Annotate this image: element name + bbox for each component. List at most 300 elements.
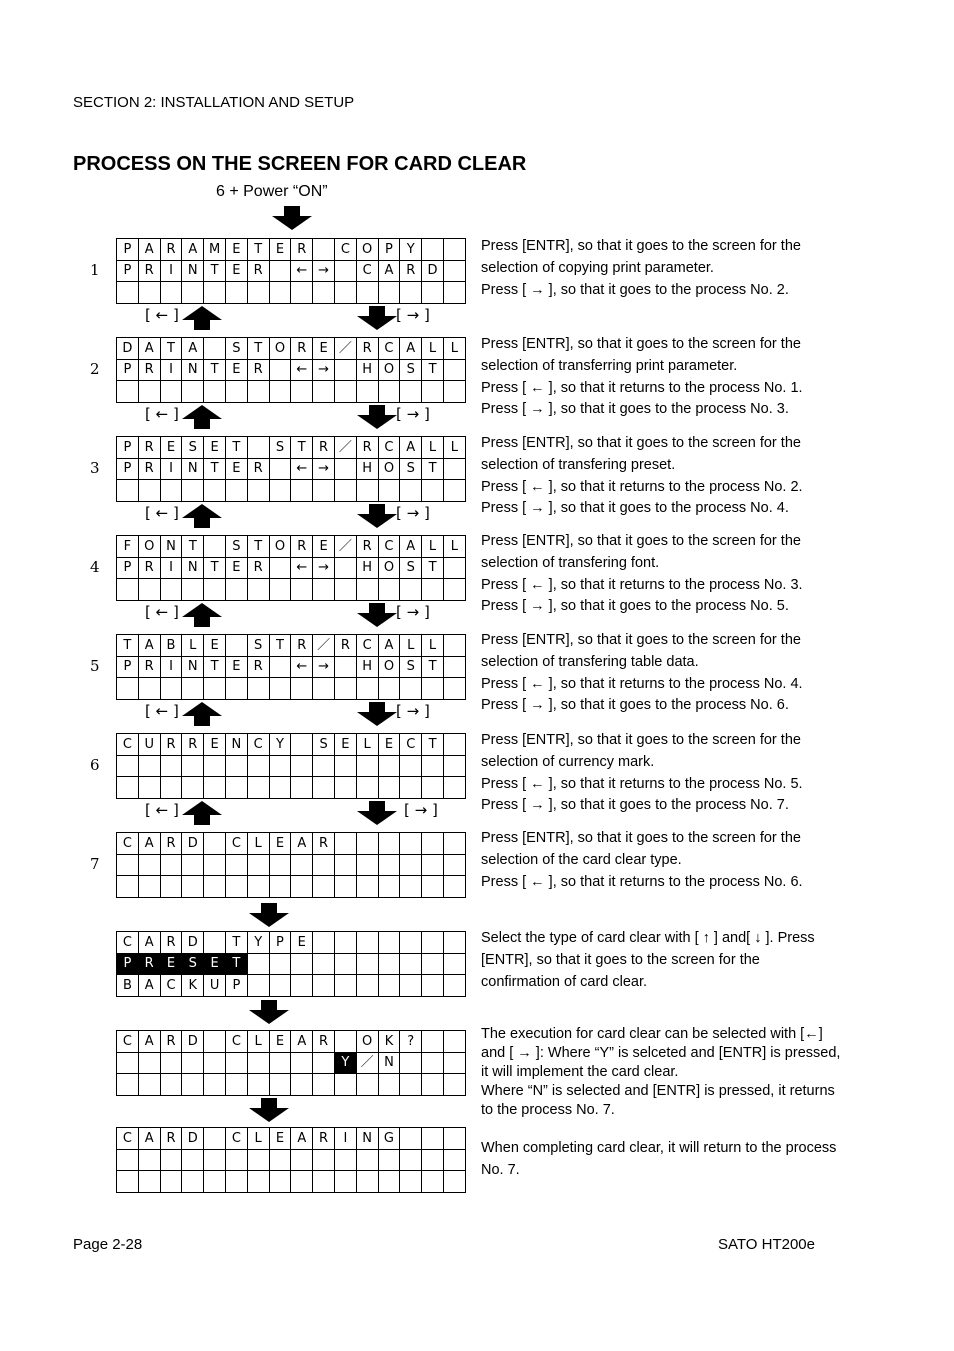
lcd-cell: C xyxy=(248,734,270,756)
lcd-cell: E xyxy=(335,734,357,756)
lcd-cell xyxy=(422,777,444,799)
lcd-cell: E xyxy=(291,932,313,954)
lcd-cell: N xyxy=(182,261,204,283)
lcd-cell xyxy=(379,756,401,778)
lcd-cell xyxy=(400,381,422,403)
lcd-cell xyxy=(444,833,466,855)
lcd-cell: F xyxy=(117,536,139,558)
lcd-cell: C xyxy=(117,1128,139,1150)
lcd-cell xyxy=(400,1150,422,1172)
lcd-cell xyxy=(226,876,248,898)
lcd-screen xyxy=(116,238,466,304)
lcd-cell: P xyxy=(117,558,139,580)
lcd-cell: L xyxy=(444,536,466,558)
lcd-cell xyxy=(313,678,335,700)
description-line: The execution for card clear can be selected with [←] and [ → ]: Where “Y” is selceted and [ENTR] is pressed, it will implement the card clear. xyxy=(481,1026,841,1080)
description-line: Press [ → ], so that it goes to the process No. 4. xyxy=(481,500,789,517)
lcd-cell xyxy=(379,1150,401,1172)
lcd-cell: A xyxy=(139,975,161,997)
lcd-cell: R xyxy=(161,734,183,756)
process-number: 1 xyxy=(90,261,100,279)
lcd-cell xyxy=(357,876,379,898)
lcd-cell xyxy=(204,536,226,558)
lcd-cell xyxy=(357,282,379,304)
lcd-cell xyxy=(400,777,422,799)
lcd-cell xyxy=(270,855,292,877)
lcd-cell xyxy=(379,381,401,403)
lcd-cell xyxy=(117,1150,139,1172)
lcd-cell: L xyxy=(248,833,270,855)
lcd-cell: R xyxy=(161,1128,183,1150)
description-line: Press [ ← ], so that it returns to the process No. 5. xyxy=(481,775,803,792)
lcd-cell xyxy=(204,833,226,855)
lcd-cell xyxy=(357,833,379,855)
lcd-cell xyxy=(204,338,226,360)
lcd-cell xyxy=(400,954,422,976)
lcd-cell xyxy=(444,932,466,954)
description-line: Press [ → ], so that it goes to the process No. 3. xyxy=(481,401,789,418)
lcd-cell xyxy=(444,381,466,403)
lcd-cell: I xyxy=(161,261,183,283)
lcd-cell: R xyxy=(139,437,161,459)
lcd-cell: N xyxy=(182,657,204,679)
lcd-cell xyxy=(422,480,444,502)
lcd-cell xyxy=(335,579,357,601)
lcd-cell xyxy=(117,579,139,601)
lcd-cell xyxy=(379,1171,401,1193)
lcd-cell: T xyxy=(422,459,444,481)
lcd-cell: S xyxy=(248,635,270,657)
lcd-cell xyxy=(161,579,183,601)
lcd-cell xyxy=(400,1053,422,1075)
lcd-cell xyxy=(182,1171,204,1193)
process-description xyxy=(481,334,841,421)
lcd-cell: C xyxy=(117,932,139,954)
lcd-cell xyxy=(182,282,204,304)
lcd-cell: E xyxy=(226,239,248,261)
lcd-cell: Y xyxy=(400,239,422,261)
lcd-cell xyxy=(161,855,183,877)
lcd-cell xyxy=(444,1053,466,1075)
lcd-cell xyxy=(204,876,226,898)
lcd-cell xyxy=(335,855,357,877)
lcd-cell: E xyxy=(270,1031,292,1053)
lcd-cell xyxy=(335,282,357,304)
lcd-cell xyxy=(161,756,183,778)
lcd-cell xyxy=(444,261,466,283)
lcd-cell xyxy=(422,678,444,700)
lcd-cell: S xyxy=(226,338,248,360)
lcd-cell xyxy=(291,480,313,502)
lcd-cell: R xyxy=(161,1031,183,1053)
lcd-cell xyxy=(357,579,379,601)
process-number: 5 xyxy=(90,657,100,675)
down-arrow-icon xyxy=(355,306,399,330)
lcd-cell: O xyxy=(357,1031,379,1053)
lcd-cell xyxy=(291,734,313,756)
lcd-cell xyxy=(291,1053,313,1075)
description-line: Press [ ← ], so that it returns to the process No. 4. xyxy=(481,675,803,692)
lcd-cell xyxy=(291,678,313,700)
lcd-cell: A xyxy=(139,932,161,954)
process-number: 2 xyxy=(90,360,100,378)
lcd-cell: D xyxy=(117,338,139,360)
lcd-cell xyxy=(161,282,183,304)
lcd-cell: O xyxy=(270,536,292,558)
lcd-cell xyxy=(270,756,292,778)
description-line: Press [ → ], so that it goes to the process No. 5. xyxy=(481,598,789,615)
lcd-cell xyxy=(117,756,139,778)
lcd-cell xyxy=(204,756,226,778)
up-arrow-icon xyxy=(180,405,224,429)
lcd-cell xyxy=(444,777,466,799)
lcd-cell: → xyxy=(313,360,335,382)
lcd-cell xyxy=(291,756,313,778)
description-line: Press [ ← ], so that it returns to the process No. 3. xyxy=(481,576,803,593)
lcd-cell: E xyxy=(204,734,226,756)
lcd-cell: R xyxy=(139,657,161,679)
lcd-cell xyxy=(291,1074,313,1096)
lcd-cell xyxy=(204,1171,226,1193)
lcd-cell: ← xyxy=(291,558,313,580)
lcd-cell xyxy=(248,1150,270,1172)
lcd-cell xyxy=(204,282,226,304)
lcd-cell xyxy=(444,975,466,997)
lcd-cell xyxy=(270,579,292,601)
down-arrow-icon xyxy=(270,206,314,230)
lcd-cell xyxy=(270,678,292,700)
lcd-cell xyxy=(139,1053,161,1075)
lcd-cell xyxy=(400,833,422,855)
lcd-cell xyxy=(117,381,139,403)
lcd-cell xyxy=(444,1128,466,1150)
lcd-cell: R xyxy=(161,239,183,261)
lcd-cell: R xyxy=(161,932,183,954)
lcd-cell xyxy=(226,282,248,304)
lcd-cell: T xyxy=(161,338,183,360)
lcd-cell xyxy=(444,459,466,481)
lcd-cell xyxy=(444,282,466,304)
description-line: When completing card clear, it will return to the process No. 7. xyxy=(481,1140,837,1178)
lcd-cell xyxy=(270,480,292,502)
lcd-cell: D xyxy=(182,833,204,855)
lcd-cell: T xyxy=(248,239,270,261)
lcd-cell xyxy=(335,678,357,700)
key-left-label: [ ← ] xyxy=(145,801,179,819)
lcd-cell: T xyxy=(291,437,313,459)
lcd-cell xyxy=(291,1171,313,1193)
lcd-cell: O xyxy=(270,338,292,360)
lcd-cell xyxy=(117,480,139,502)
lcd-cell xyxy=(313,855,335,877)
lcd-cell xyxy=(444,756,466,778)
lcd-cell xyxy=(204,777,226,799)
down-arrow-icon xyxy=(247,1000,291,1024)
lcd-cell xyxy=(204,1128,226,1150)
lcd-cell xyxy=(313,1171,335,1193)
lcd-cell xyxy=(335,657,357,679)
lcd-cell: L xyxy=(400,635,422,657)
lcd-cell xyxy=(117,777,139,799)
lcd-cell xyxy=(226,579,248,601)
lcd-cell: R xyxy=(291,536,313,558)
up-arrow-icon xyxy=(180,504,224,528)
lcd-cell xyxy=(139,1074,161,1096)
lcd-cell xyxy=(335,360,357,382)
lcd-cell xyxy=(357,932,379,954)
lcd-cell xyxy=(444,734,466,756)
down-arrow-icon xyxy=(355,504,399,528)
lcd-cell: A xyxy=(139,338,161,360)
lcd-cell xyxy=(400,876,422,898)
lcd-cell xyxy=(379,876,401,898)
lcd-cell: E xyxy=(270,239,292,261)
key-left-label: [ ← ] xyxy=(145,504,179,522)
lcd-cell xyxy=(313,932,335,954)
key-left-label: [ ← ] xyxy=(145,405,179,423)
lcd-cell xyxy=(204,1053,226,1075)
lcd-cell xyxy=(379,777,401,799)
lcd-cell: B xyxy=(161,635,183,657)
lcd-cell xyxy=(182,876,204,898)
lcd-cell: E xyxy=(226,558,248,580)
lcd-cell: N xyxy=(379,1053,401,1075)
lcd-cell: I xyxy=(161,657,183,679)
lcd-cell: A xyxy=(139,833,161,855)
lcd-cell xyxy=(248,579,270,601)
lcd-cell: H xyxy=(357,558,379,580)
lcd-cell: T xyxy=(226,437,248,459)
lcd-cell: R xyxy=(335,635,357,657)
lcd-cell xyxy=(357,975,379,997)
lcd-cell: I xyxy=(161,558,183,580)
lcd-cell: R xyxy=(291,338,313,360)
lcd-cell xyxy=(422,239,444,261)
description-line: Press [ → ], so that it goes to the process No. 6. xyxy=(481,697,789,714)
lcd-cell xyxy=(248,381,270,403)
lcd-cell xyxy=(291,855,313,877)
lcd-cell xyxy=(335,1150,357,1172)
lcd-cell xyxy=(444,239,466,261)
lcd-cell xyxy=(422,954,444,976)
lcd-cell xyxy=(226,1150,248,1172)
lcd-cell: C xyxy=(379,437,401,459)
lcd-cell: R xyxy=(313,437,335,459)
lcd-cell xyxy=(270,282,292,304)
lcd-cell xyxy=(139,1150,161,1172)
lcd-screen xyxy=(116,733,466,799)
lcd-cell xyxy=(335,480,357,502)
lcd-cell xyxy=(248,480,270,502)
lcd-cell: D xyxy=(182,1128,204,1150)
lcd-cell xyxy=(270,360,292,382)
lcd-cell: A xyxy=(139,239,161,261)
lcd-cell xyxy=(117,876,139,898)
lcd-cell: Y xyxy=(335,1053,357,1075)
lcd-cell xyxy=(204,579,226,601)
process-description xyxy=(481,828,841,893)
lcd-cell xyxy=(422,381,444,403)
lcd-cell xyxy=(335,381,357,403)
lcd-cell xyxy=(270,1074,292,1096)
lcd-cell xyxy=(117,678,139,700)
lcd-cell xyxy=(270,261,292,283)
lcd-cell xyxy=(270,657,292,679)
lcd-cell: ／ xyxy=(357,1053,379,1075)
lcd-cell: D xyxy=(422,261,444,283)
lcd-cell xyxy=(357,1171,379,1193)
lcd-cell: E xyxy=(161,954,183,976)
lcd-cell xyxy=(422,855,444,877)
description-line: Select the type of card clear with [ ↑ ] and[ ↓ ]. Press [ENTR], so that it goes to the screen for the confirmation of card clear. xyxy=(481,930,815,990)
lcd-cell: L xyxy=(357,734,379,756)
lcd-cell: K xyxy=(182,975,204,997)
lcd-cell xyxy=(313,381,335,403)
lcd-cell: R xyxy=(313,1031,335,1053)
lcd-cell xyxy=(139,579,161,601)
lcd-cell: T xyxy=(422,558,444,580)
lcd-cell xyxy=(270,381,292,403)
lcd-screen xyxy=(116,832,466,898)
lcd-cell: M xyxy=(204,239,226,261)
lcd-cell xyxy=(204,678,226,700)
lcd-cell: R xyxy=(400,261,422,283)
description-line: Press [ENTR], so that it goes to the screen for the selection of copying print parameter. xyxy=(481,238,801,276)
lcd-cell: T xyxy=(204,657,226,679)
up-arrow-icon xyxy=(180,306,224,330)
lcd-cell xyxy=(335,1074,357,1096)
lcd-cell: S xyxy=(182,437,204,459)
lcd-cell: L xyxy=(248,1128,270,1150)
lcd-cell xyxy=(357,756,379,778)
lcd-cell: I xyxy=(161,459,183,481)
lcd-cell xyxy=(444,1171,466,1193)
lcd-cell xyxy=(270,1150,292,1172)
up-arrow-icon xyxy=(180,801,224,825)
lcd-cell: C xyxy=(400,734,422,756)
lcd-cell xyxy=(139,282,161,304)
lcd-cell: P xyxy=(117,261,139,283)
lcd-cell: S xyxy=(400,657,422,679)
lcd-cell: E xyxy=(204,437,226,459)
lcd-cell: → xyxy=(313,459,335,481)
lcd-cell: P xyxy=(117,657,139,679)
lcd-cell: L xyxy=(444,338,466,360)
description-line: Press [ENTR], so that it goes to the screen for the selection of transfering table data. xyxy=(481,632,801,670)
process-description xyxy=(481,1138,841,1182)
lcd-cell: T xyxy=(204,558,226,580)
process-number: 3 xyxy=(90,459,100,477)
process-description xyxy=(481,1025,841,1120)
lcd-cell xyxy=(248,1053,270,1075)
lcd-cell: C xyxy=(117,734,139,756)
lcd-cell xyxy=(379,480,401,502)
lcd-cell xyxy=(444,579,466,601)
lcd-cell: T xyxy=(226,954,248,976)
lcd-cell xyxy=(379,282,401,304)
lcd-cell xyxy=(226,381,248,403)
lcd-cell: A xyxy=(139,1128,161,1150)
lcd-cell xyxy=(444,360,466,382)
lcd-cell: ／ xyxy=(335,536,357,558)
lcd-cell: C xyxy=(357,635,379,657)
lcd-cell xyxy=(182,756,204,778)
lcd-cell: → xyxy=(313,657,335,679)
lcd-cell: A xyxy=(182,239,204,261)
lcd-cell: P xyxy=(379,239,401,261)
lcd-cell xyxy=(422,282,444,304)
lcd-cell xyxy=(313,756,335,778)
lcd-cell: A xyxy=(291,1031,313,1053)
description-line: Press [ENTR], so that it goes to the screen for the selection of transfering preset. xyxy=(481,435,801,473)
down-arrow-icon xyxy=(355,702,399,726)
lcd-screen xyxy=(116,1030,466,1096)
lcd-cell xyxy=(161,876,183,898)
section-header: SECTION 2: INSTALLATION AND SETUP xyxy=(73,94,355,111)
lcd-cell xyxy=(422,833,444,855)
lcd-cell xyxy=(313,1074,335,1096)
lcd-cell: C xyxy=(226,833,248,855)
lcd-cell xyxy=(379,975,401,997)
lcd-cell xyxy=(204,932,226,954)
process-description xyxy=(481,236,841,301)
lcd-cell xyxy=(182,1053,204,1075)
lcd-cell xyxy=(139,756,161,778)
lcd-cell: P xyxy=(117,437,139,459)
lcd-cell: A xyxy=(139,635,161,657)
lcd-cell xyxy=(117,1074,139,1096)
lcd-cell xyxy=(248,437,270,459)
lcd-cell xyxy=(139,855,161,877)
lcd-cell xyxy=(400,855,422,877)
lcd-cell: T xyxy=(422,360,444,382)
lcd-cell xyxy=(226,480,248,502)
lcd-cell xyxy=(335,876,357,898)
lcd-cell: A xyxy=(400,338,422,360)
down-arrow-icon xyxy=(247,903,291,927)
lcd-cell: E xyxy=(226,360,248,382)
lcd-screen xyxy=(116,535,466,601)
lcd-cell xyxy=(291,282,313,304)
lcd-cell: → xyxy=(313,558,335,580)
lcd-cell: E xyxy=(204,635,226,657)
lcd-cell xyxy=(139,1171,161,1193)
lcd-cell xyxy=(226,1053,248,1075)
lcd-cell xyxy=(139,678,161,700)
key-left-label: [ ← ] xyxy=(145,702,179,720)
lcd-cell: H xyxy=(357,360,379,382)
lcd-screen xyxy=(116,436,466,502)
lcd-cell xyxy=(357,855,379,877)
lcd-cell: T xyxy=(182,536,204,558)
process-description xyxy=(481,630,841,717)
lcd-cell: E xyxy=(270,1128,292,1150)
lcd-cell xyxy=(161,1053,183,1075)
lcd-cell xyxy=(291,876,313,898)
process-number: 7 xyxy=(90,855,100,873)
lcd-cell: I xyxy=(335,1128,357,1150)
lcd-cell xyxy=(335,932,357,954)
page-number: Page 2-28 xyxy=(73,1236,143,1253)
lcd-cell xyxy=(444,876,466,898)
lcd-cell xyxy=(335,1031,357,1053)
lcd-cell: E xyxy=(313,536,335,558)
lcd-cell xyxy=(357,381,379,403)
lcd-cell xyxy=(357,678,379,700)
lcd-cell xyxy=(291,954,313,976)
lcd-cell: R xyxy=(139,261,161,283)
description-line: Press [ → ], so that it goes to the process No. 7. xyxy=(481,797,789,814)
